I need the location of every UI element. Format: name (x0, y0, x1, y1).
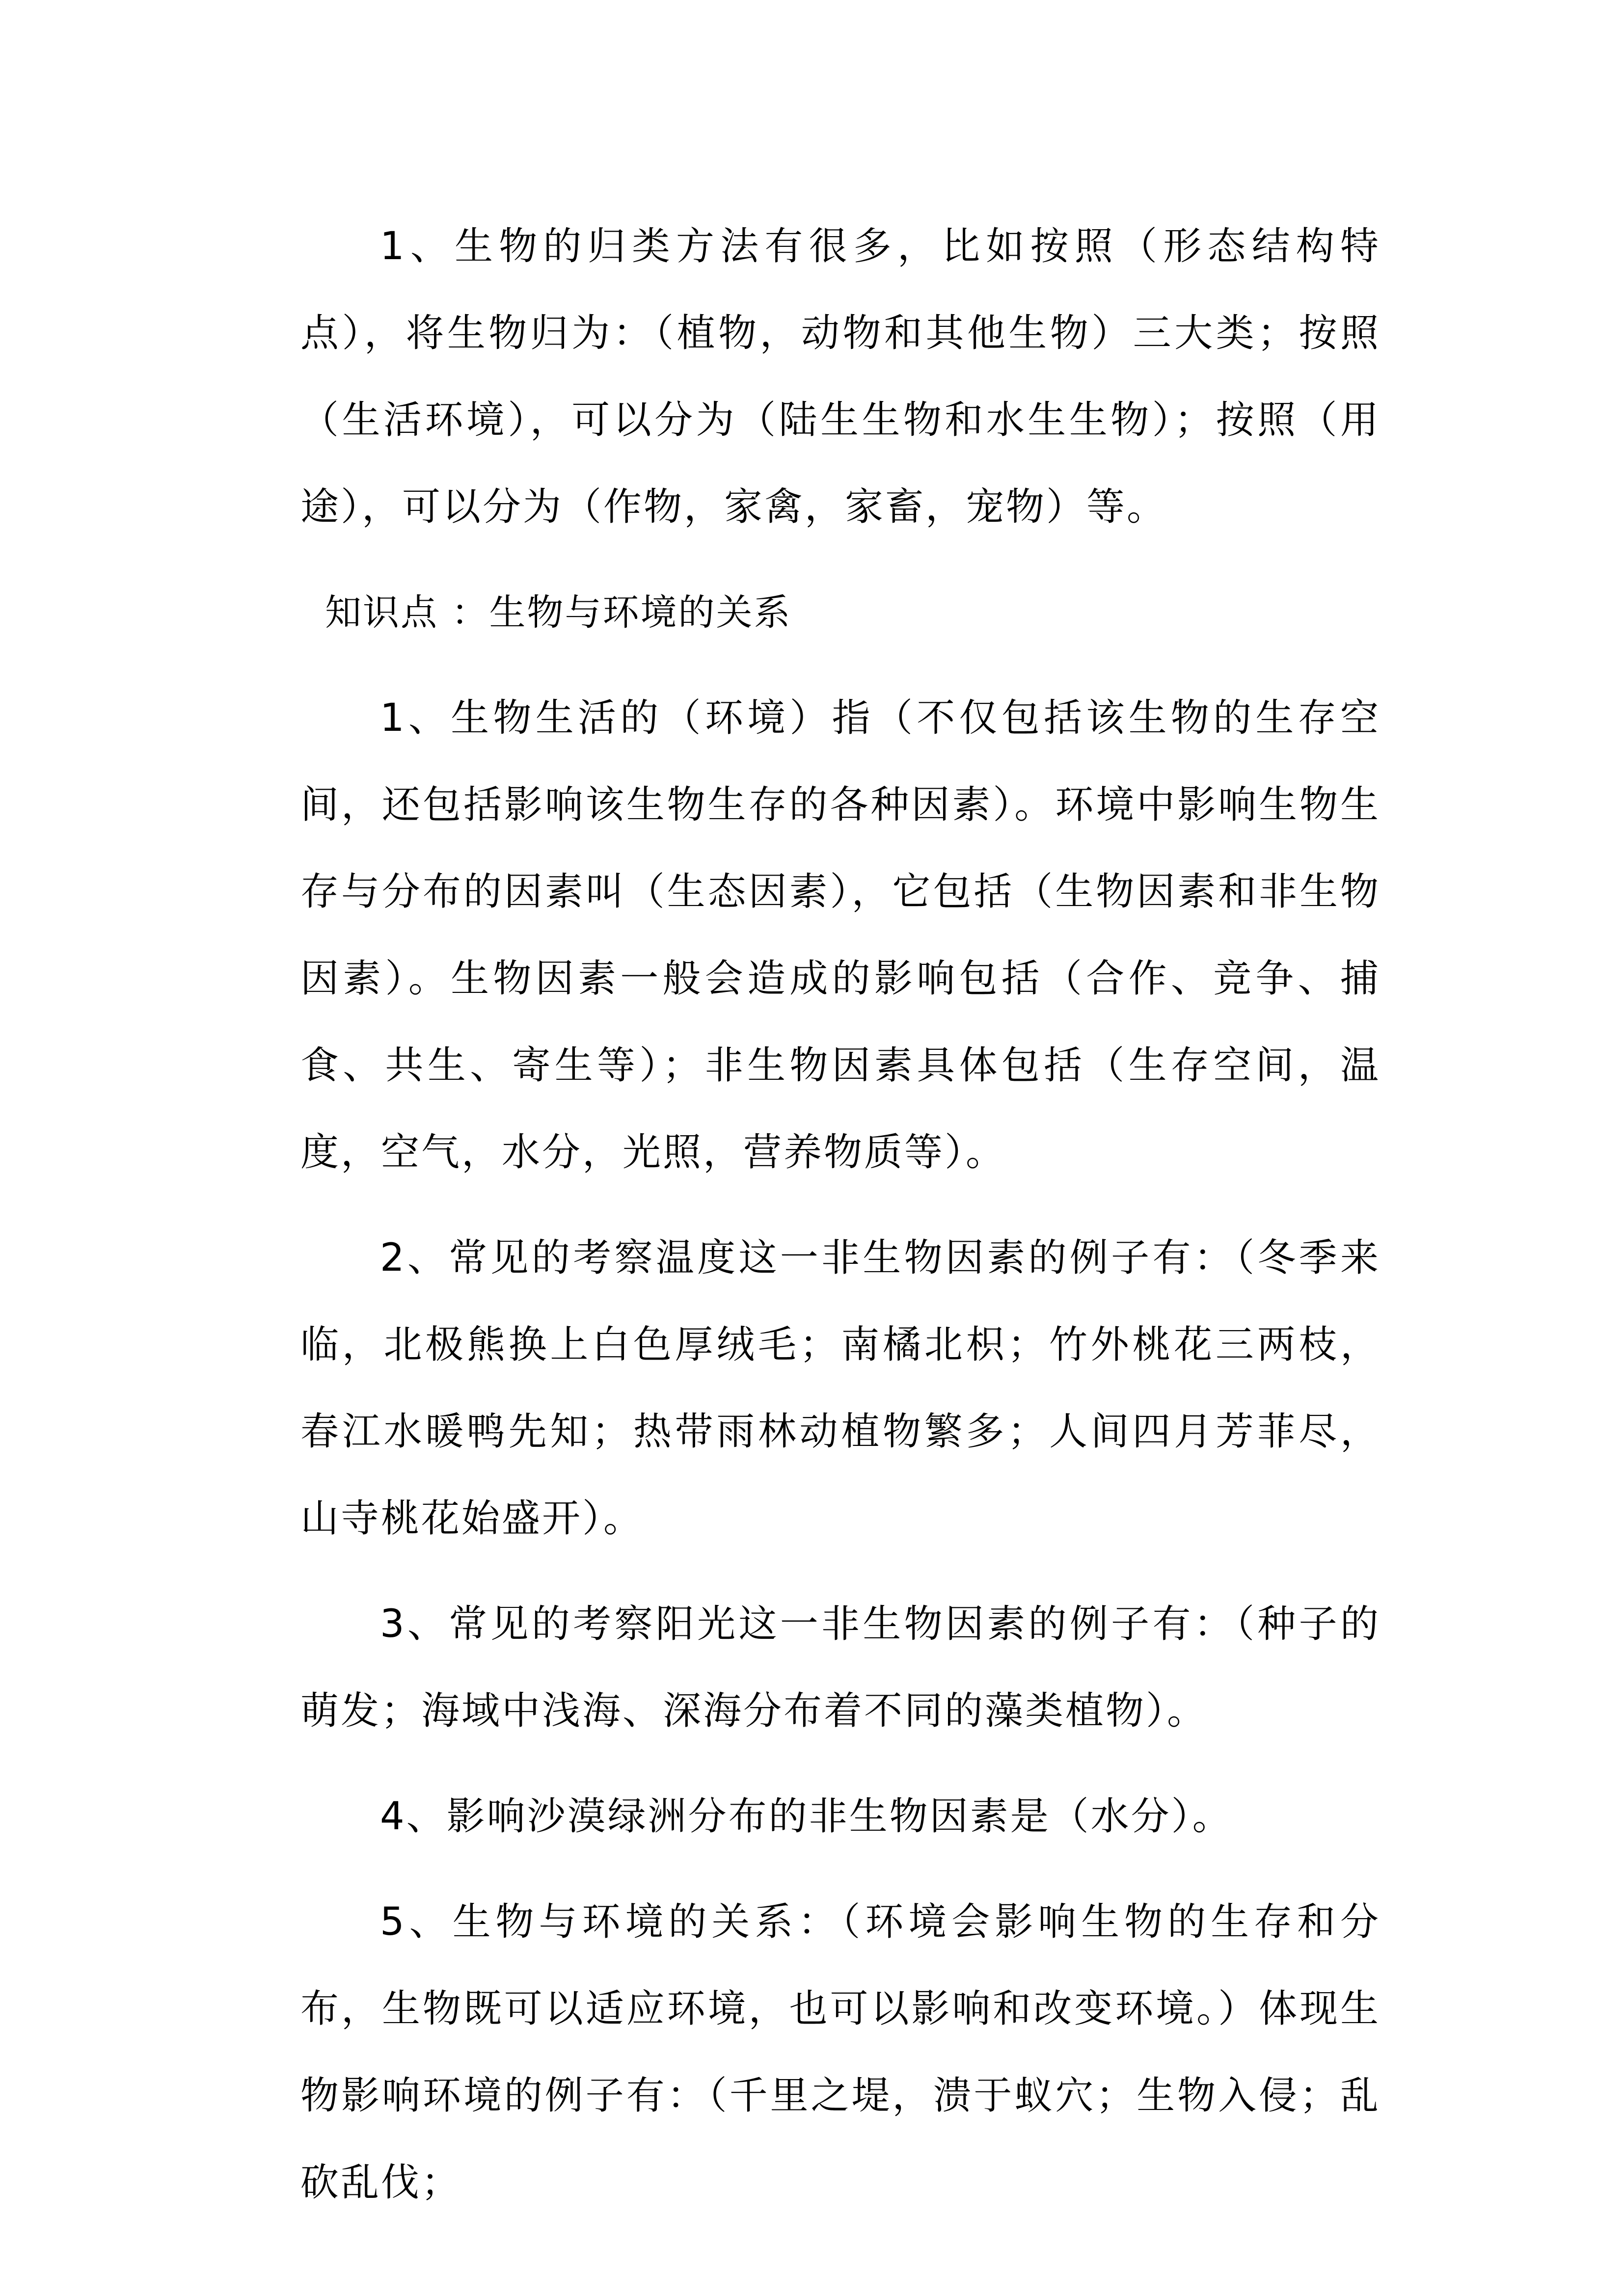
paragraph-desert-oasis: 4、影响沙漠绿洲分布的非生物因素是（水分）。 (380, 1794, 1233, 1839)
paragraph-environment-definition: 1、生物生活的（环境）指（不仅包括该生物的生存空间，还包括影响该生物生存的各种因素）。环境中影响生物生存与分布的因素叫（生态因素），它包括（生物因素和非生物因素）。生物因素一般会造成的影响包括（合作、竞争、捕食、共生、寄生等）；非生物因素具体包括（生存空间，温度，空气，水分，光照，营养物质等）。 (300, 696, 1380, 1175)
section-heading-organism-environment: 知识点 ：生物与环境的关系 (325, 591, 792, 634)
document-body (300, 203, 1380, 2226)
paragraph-sunlight-examples: 3、常见的考察阳光这一非生物因素的例子有：（种子的萌发；海域中浅海、深海分布着不同的藻类植物）。 (300, 1602, 1380, 1733)
paragraph-temperature-examples: 2、常见的考察温度这一非生物因素的例子有：（冬季来临，北极熊换上白色厚绒毛；南橘北枳；竹外桃花三两枝，春江水暖鸭先知；热带雨林动植物繁多；人间四月芳菲尽，山寺桃花始盛开）。 (300, 1236, 1380, 1541)
paragraph-organism-environment-relation: 5、生物与环境的关系：（环境会影响生物的生存和分布，生物既可以适应环境，也可以影响和改变环境。）体现生物影响环境的例子有：（千里之堤，溃于蚁穴；生物入侵；乱砍乱伐； (300, 1900, 1380, 2205)
paragraph-classification-methods: 1、生物的归类方法有很多，比如按照（形态结构特点），将生物归为：（植物，动物和其他生物）三大类；按照（生活环境），可以分为（陆生生物和水生生物）；按照（用途），可以分为（作物，家禽，家畜，宠物）等。 (300, 224, 1380, 529)
